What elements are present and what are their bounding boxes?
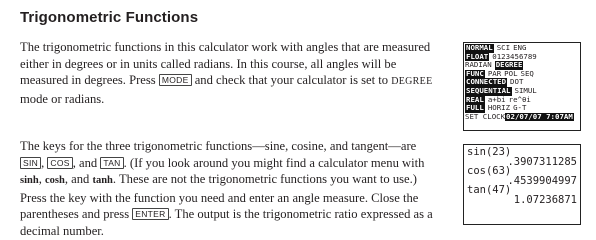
calc-input: sin(23) — [467, 146, 512, 158]
mode-option: SCI — [496, 43, 511, 52]
mode-option: SIMUL — [514, 85, 537, 95]
text: , and — [64, 172, 93, 187]
mode-option: re^θi — [508, 94, 531, 104]
mode-option: RADIAN — [465, 60, 492, 70]
clock-value: 02/07/07 7:07AM — [506, 111, 573, 121]
paragraph-degree-mode — [20, 39, 438, 107]
mode-option: PAR — [487, 68, 502, 78]
text: , — [38, 172, 45, 187]
text: mode — [20, 91, 52, 106]
text: , — [41, 155, 48, 170]
mode-option: REAL — [466, 94, 484, 104]
mode-option: a+bi — [487, 94, 506, 104]
enter-key: ENTER — [132, 208, 168, 220]
sin-key: SIN — [20, 157, 41, 169]
mode-option: ENG — [513, 43, 527, 52]
text: The trigonometric functions in this calculator work with angles that are measured either in degrees or in units called radians. In this course, all angles will be measured in degrees. Press — [20, 40, 431, 88]
calc-input: cos(63) — [467, 165, 512, 178]
text: . (If you look around you might find a calculator menu with — [123, 155, 425, 170]
mode-option: NORMAL — [466, 43, 493, 52]
mode-option: SEQ — [520, 68, 534, 78]
tan-key: TAN — [100, 157, 123, 169]
degree-label: DEGREE — [391, 76, 433, 88]
mode-option: G-T — [513, 103, 527, 113]
cos-key: COS — [47, 157, 72, 169]
mode-option: SEQUENTIAL — [466, 85, 511, 95]
mode-key: MODE — [159, 74, 192, 86]
text: The keys for the three trigonometric functions—sine, cosine, and tangent—are — [20, 139, 417, 153]
mode-option: POL — [504, 68, 518, 78]
calc-output: .3907311285 — [507, 155, 577, 168]
calc-output: 1.07236871 — [513, 193, 577, 206]
tanh-label: tanh — [92, 175, 113, 187]
mode-option: 0123456789 — [492, 51, 537, 61]
mode-option: DEGREE — [495, 60, 523, 70]
mode-screen — [463, 42, 581, 131]
paragraph-trig-keys — [20, 138, 438, 240]
calculation-screen — [463, 144, 581, 225]
mode-option: SET CLOCK — [465, 111, 506, 121]
mode-option: FULL — [466, 103, 484, 113]
text: , and — [72, 155, 101, 170]
text: . These are not the trigonometric functions you want to use.) Press the key with the function you need and enter an angle measure. Close the parentheses and press — [20, 172, 419, 222]
cosh-label: cosh — [44, 175, 65, 187]
mode-option: HORIZ — [487, 103, 511, 113]
mode-option: FUNC — [466, 68, 484, 78]
mode-option: CONNECTED — [466, 77, 507, 87]
mode-option: FLOAT — [466, 51, 489, 61]
calc-input: tan(47) — [467, 184, 512, 197]
text: or radians. — [51, 91, 105, 106]
section-title: Trigonometric Functions — [20, 9, 199, 26]
text: . The output is the trigonometric ratio expressed as a decimal number. — [20, 207, 433, 238]
text: and check that your calculator is set to — [191, 73, 392, 88]
mode-row — [465, 113, 579, 122]
mode-option: DOT — [510, 77, 524, 87]
calc-output: .4539904997 — [507, 174, 577, 187]
sinh-label: sinh — [20, 175, 39, 187]
